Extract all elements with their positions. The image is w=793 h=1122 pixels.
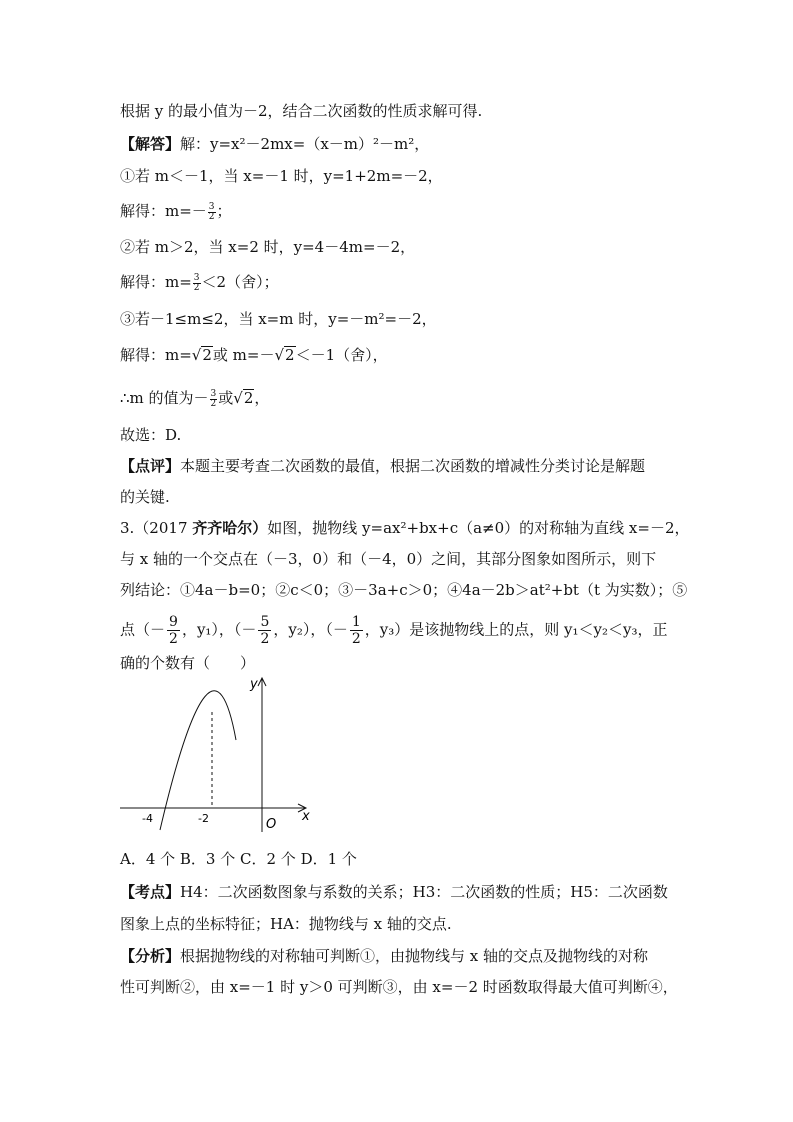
- frac-num: 3: [208, 201, 215, 212]
- text-l9-pre: ∴m 的值为－: [120, 389, 209, 407]
- choices: [120, 849, 357, 869]
- text-l4-post: ；: [216, 202, 232, 220]
- tag-analysis: 【分析】: [120, 947, 181, 965]
- source-city: 齐齐哈尔）: [192, 519, 268, 537]
- text-l3: ①若 m＜－1，当 x=－1 时，y=1+2m=－2，: [120, 167, 443, 185]
- fraction-l4: [208, 203, 216, 222]
- frac-den: 2: [193, 282, 200, 293]
- text-l22: 性可判断②，由 x=－1 时 y＞0 可判断③，由 x=－2 时函数取得最大值可判断④，: [120, 978, 678, 996]
- text-l16-b: ，y₁），（－: [181, 620, 257, 639]
- text-l1: 根据 y 的最小值为－2，结合二次函数的性质求解可得.: [120, 102, 483, 120]
- origin-label: O: [266, 817, 277, 832]
- frac-den: 2: [210, 398, 217, 409]
- sqrt-radicand: 2: [285, 346, 295, 364]
- line-22: [120, 977, 678, 997]
- text-l6-pre: 解得：m=: [120, 273, 192, 291]
- line-20: [120, 914, 452, 934]
- text-l9-mid: 或: [218, 389, 234, 407]
- frac-num: 3: [193, 272, 200, 283]
- text-l14: 与 x 轴的一个交点在（－3，0）和（－4，0）之间，其部分图象如图所示，则下: [120, 550, 657, 568]
- text-l5: ②若 m＞2，当 x=2 时，y=4－4m=－2，: [120, 238, 416, 256]
- frac-den: 2: [169, 631, 178, 647]
- line-16: [120, 614, 668, 647]
- fraction-l9: [210, 390, 218, 409]
- parabola-curve: [160, 691, 236, 830]
- line-4: [120, 201, 232, 222]
- text-l12: 的关键.: [120, 488, 170, 506]
- text-l16-c: ，y₂），（－: [273, 620, 348, 639]
- text-l8-mid: 或 m=－: [212, 346, 275, 364]
- fraction-l6: [193, 274, 201, 293]
- line-17: [120, 653, 255, 673]
- line-14: [120, 549, 656, 569]
- text-l2: 解：y=x²－2mx=（x－m）²－m²，: [180, 135, 430, 153]
- line-11: [120, 456, 645, 476]
- frac-num: 5: [260, 614, 270, 630]
- text-l10: 故选：D.: [120, 426, 182, 444]
- text-l13: 如图，抛物线 y=ax²+bx+c（a≠0）的对称轴为直线 x=－2，: [267, 519, 690, 537]
- tag-answer: 【解答】: [120, 135, 181, 153]
- text-l8-post: ＜－1（舍），: [295, 346, 388, 364]
- tag-knowledge-point: 【考点】: [120, 883, 181, 901]
- text-l16-a: 点（－: [120, 620, 166, 639]
- frac-den: 2: [260, 631, 270, 647]
- line-15: [120, 580, 687, 600]
- frac-num: 9: [169, 614, 178, 630]
- text-l6-post: ＜2（舍）；: [201, 273, 279, 291]
- text-l13-pre: 3.（2017: [120, 519, 193, 537]
- text-l20: 图象上点的坐标特征；HA：抛物线与 x 轴的交点.: [120, 915, 452, 933]
- x-axis-label: x: [302, 809, 310, 824]
- text-l9-post: ，: [254, 389, 270, 407]
- tick-label-neg4: -4: [142, 812, 153, 825]
- frac-num: 3: [210, 388, 217, 399]
- frac-num: 1: [351, 614, 361, 630]
- tag-comment: 【点评】: [120, 457, 181, 475]
- fraction-5-2: [258, 614, 271, 647]
- fraction-1-2: [350, 614, 363, 647]
- line-12: [120, 487, 170, 507]
- text-l11: 本题主要考查二次函数的最值，根据二次函数的增减性分类讨论是解题: [180, 457, 646, 475]
- line-2: [120, 134, 429, 154]
- line-13: [120, 518, 690, 538]
- line-10: [120, 425, 181, 445]
- line-8: 解得：m=√2或 m=－√2＜－1（舍），: [120, 346, 388, 364]
- line-3: [120, 166, 443, 186]
- text-l7: ③若－1≤m≤2，当 x=m 时，y=－m²=－2，: [120, 310, 437, 328]
- text-l17: 确的个数有（ ）: [120, 654, 256, 672]
- text-l4-pre: 解得：m=－: [120, 202, 207, 220]
- y-axis-label: y: [250, 677, 258, 692]
- text-l15: 列结论：①4a－b=0；②c＜0；③－3a+c＞0；④4a－2b＞at²+bt（t 为实数）；⑤: [120, 581, 688, 599]
- text-l19: H4：二次函数图象与系数的关系；H3：二次函数的性质；H5：二次函数: [180, 883, 668, 901]
- text-l8-pre: 解得：m=: [120, 346, 192, 364]
- line-6: [120, 272, 279, 293]
- text-choices: A．4 个 B．3 个 C．2 个 D．1 个: [120, 850, 357, 868]
- line-7: [120, 309, 437, 329]
- frac-den: 2: [351, 631, 361, 647]
- parabola-graph: [118, 672, 318, 837]
- sqrt-radicand: 2: [243, 389, 254, 407]
- line-5: [120, 237, 415, 257]
- text-l21: 根据抛物线的对称轴可判断①，由抛物线与 x 轴的交点及抛物线的对称: [180, 947, 649, 965]
- frac-den: 2: [208, 211, 215, 222]
- sqrt-radicand: 2: [202, 346, 212, 364]
- line-19: [120, 882, 668, 902]
- fraction-9-2: [167, 614, 180, 647]
- text-l16-d: ，y₃）是该抛物线上的点，则 y₁＜y₂＜y₃，正: [364, 620, 668, 639]
- line-1: [120, 101, 482, 121]
- line-21: [120, 946, 648, 966]
- tick-label-neg2: -2: [198, 812, 209, 825]
- line-9: ∴m 的值为－ $\frac{3}{2}$ 或√2，: [120, 388, 270, 409]
